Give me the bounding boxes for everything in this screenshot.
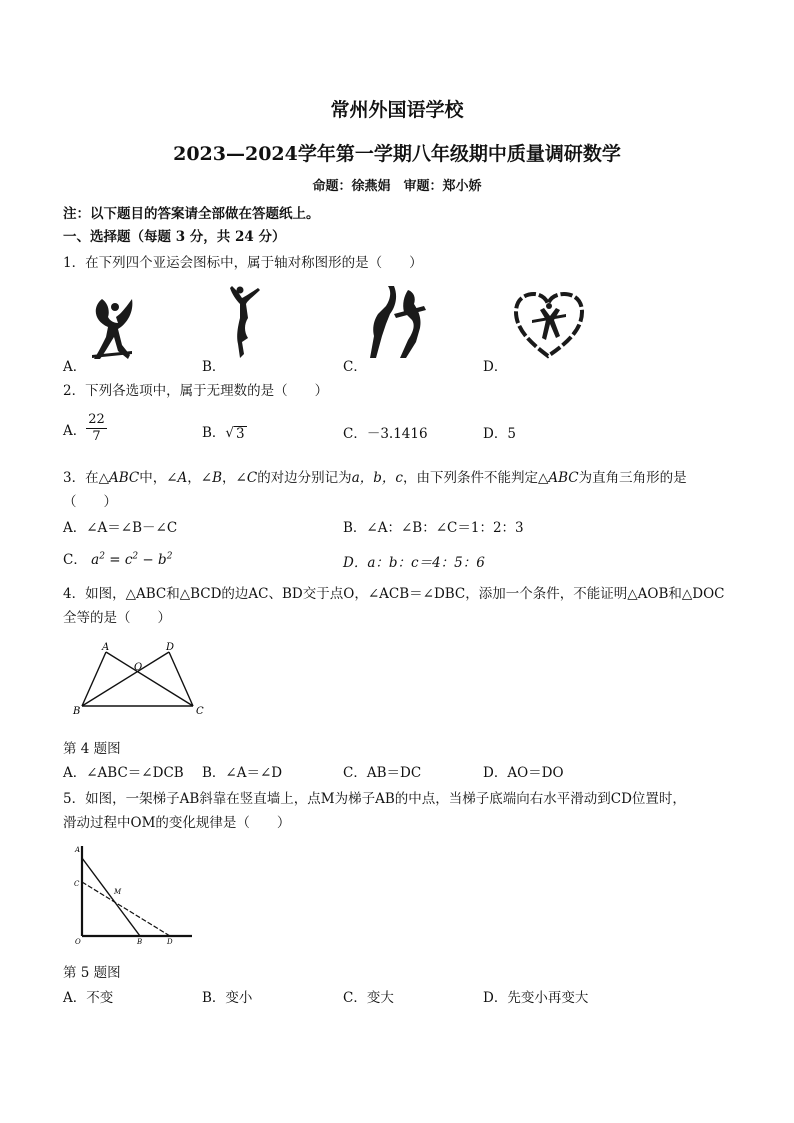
q2-fraction-denominator: 7	[92, 429, 101, 444]
q4-option-d: D．AO＝DO	[483, 765, 564, 781]
q2-option-d: D．5	[483, 426, 516, 442]
q2-option-c: C．－3.1416	[343, 426, 428, 442]
logo-d-image	[512, 290, 586, 360]
q4-stem-line-1: 4．如图，△ABC和△BCD的边AC、BD交于点O，∠ACB＝∠DBC，添加一个条件，不能证明△AOB和△DOC	[63, 586, 725, 602]
q3-stem-part-6: ，由下列条件不能判定△	[402, 470, 549, 486]
q3-stem-angle-a: A	[177, 470, 188, 486]
q5-label-b: B	[137, 938, 143, 946]
q1-option-c: C．	[343, 359, 367, 375]
q5-stem-line-2: 滑动过程中OM的变化规律是（ ）	[63, 815, 291, 831]
q3-stem-part-4: ，∠	[222, 470, 247, 486]
q5-stem-line-1: 5．如图，一架梯子AB斜靠在竖直墙上，点M为梯子AB的中点，当梯子底端向右水平滑动到CD位置时，	[63, 791, 686, 807]
q1-option-b: B．	[202, 359, 226, 375]
q3-stem-part-2: 中，∠	[139, 470, 178, 486]
q3-option-b: B．∠A：∠B：∠C＝1：2：3	[343, 520, 524, 536]
logo-b-image	[226, 282, 262, 360]
q2-fraction	[86, 412, 107, 445]
q2-stem: 2．下列各选项中，属于无理数的是（ ）	[63, 383, 329, 399]
q3-option-a: A．∠A＝∠B－∠C	[63, 520, 178, 536]
q3-stem-abc-1: ABC	[108, 470, 140, 486]
q3-stem	[63, 466, 687, 486]
q2-option-b	[202, 421, 247, 441]
exam-title: 2023—2024学年第一学期八年级期中质量调研数学	[173, 143, 621, 165]
q5-label-a: A	[75, 846, 81, 854]
q4-option-c: C．AB＝DC	[343, 765, 422, 781]
q2-option-a-label: A．	[63, 422, 87, 439]
q3-stem-vars: a，b，c	[351, 470, 403, 486]
q5-label-o: O	[75, 938, 81, 946]
q5-option-a: A．不变	[63, 990, 114, 1006]
q2-option-b-label: B．	[202, 425, 226, 441]
q3-stem-part-7: 为直角三角形的是	[578, 470, 687, 486]
q1-stem: 1．在下列四个亚运会图标中，属于轴对称图形的是（ ）	[63, 255, 423, 271]
q3-stem-part-5: 的对边分别记为	[257, 470, 352, 486]
q5-figure	[66, 838, 196, 950]
q5-option-b: B．变小	[202, 990, 253, 1006]
q5-ladder-cd	[82, 882, 170, 936]
q5-option-c: C．变大	[343, 990, 394, 1006]
q2-fraction-numerator: 22	[88, 412, 105, 427]
q4-segment-ac	[106, 652, 193, 706]
q4-figure	[66, 640, 216, 720]
q4-option-a: A．∠ABC＝∠DCB	[63, 765, 184, 781]
q4-option-b: B．∠A＝∠D	[202, 765, 283, 781]
q5-figure-caption: 第 5 题图	[63, 965, 121, 981]
q3-option-d: D．a：b：c＝4：5：6	[343, 555, 485, 571]
logo-a-image	[88, 293, 138, 365]
q3-stem-angle-c: C	[246, 470, 258, 486]
q3-stem-part-1: 3．在△	[63, 470, 109, 486]
q4-stem-line-2: 全等的是（ ）	[63, 610, 171, 626]
sqrt-icon: √	[225, 425, 235, 441]
q5-label-m: M	[114, 888, 122, 896]
q2-option-a	[63, 412, 107, 445]
q3-option-c-label: C．	[63, 552, 87, 568]
q3-stem-part-3: ，∠	[187, 470, 213, 486]
q3-stem-abc-2: ABC	[548, 470, 579, 486]
q4-segment-bd	[82, 652, 169, 706]
exam-authors: 命题：徐燕娟 审题：郑小娇	[312, 179, 482, 194]
q3-stem-angle-b: B	[212, 470, 223, 486]
q2-sqrt-radicand: 3	[236, 426, 245, 442]
school-name: 常州外国语学校	[330, 99, 464, 121]
q2-sqrt	[225, 425, 246, 441]
q4-label-d: D	[166, 642, 175, 653]
q5-option-d: D．先变小再变大	[483, 990, 589, 1006]
q3-answer-paren: （ ）	[63, 494, 117, 510]
q1-option-a: A．	[63, 359, 87, 375]
q4-figure-caption: 第 4 题图	[63, 741, 121, 757]
q3-option-c-formula: $a^2 = c^2 - b^2$	[91, 551, 173, 568]
exam-note: 注：以下题目的答案请全部做在答题纸上。	[63, 206, 320, 222]
q5-label-d: D	[167, 938, 173, 946]
q1-option-d: D．	[483, 359, 508, 375]
q5-label-c: C	[74, 880, 80, 888]
q4-label-a: A	[102, 642, 110, 653]
q4-label-c: C	[196, 706, 204, 717]
q4-label-o: O	[134, 662, 143, 673]
q3-option-c	[63, 548, 172, 568]
logo-c-image	[368, 284, 430, 362]
q4-label-b: B	[73, 706, 81, 717]
q5-ladder-ab	[82, 858, 140, 936]
section-title: 一、选择题（每题 3 分，共 24 分）	[63, 229, 286, 245]
